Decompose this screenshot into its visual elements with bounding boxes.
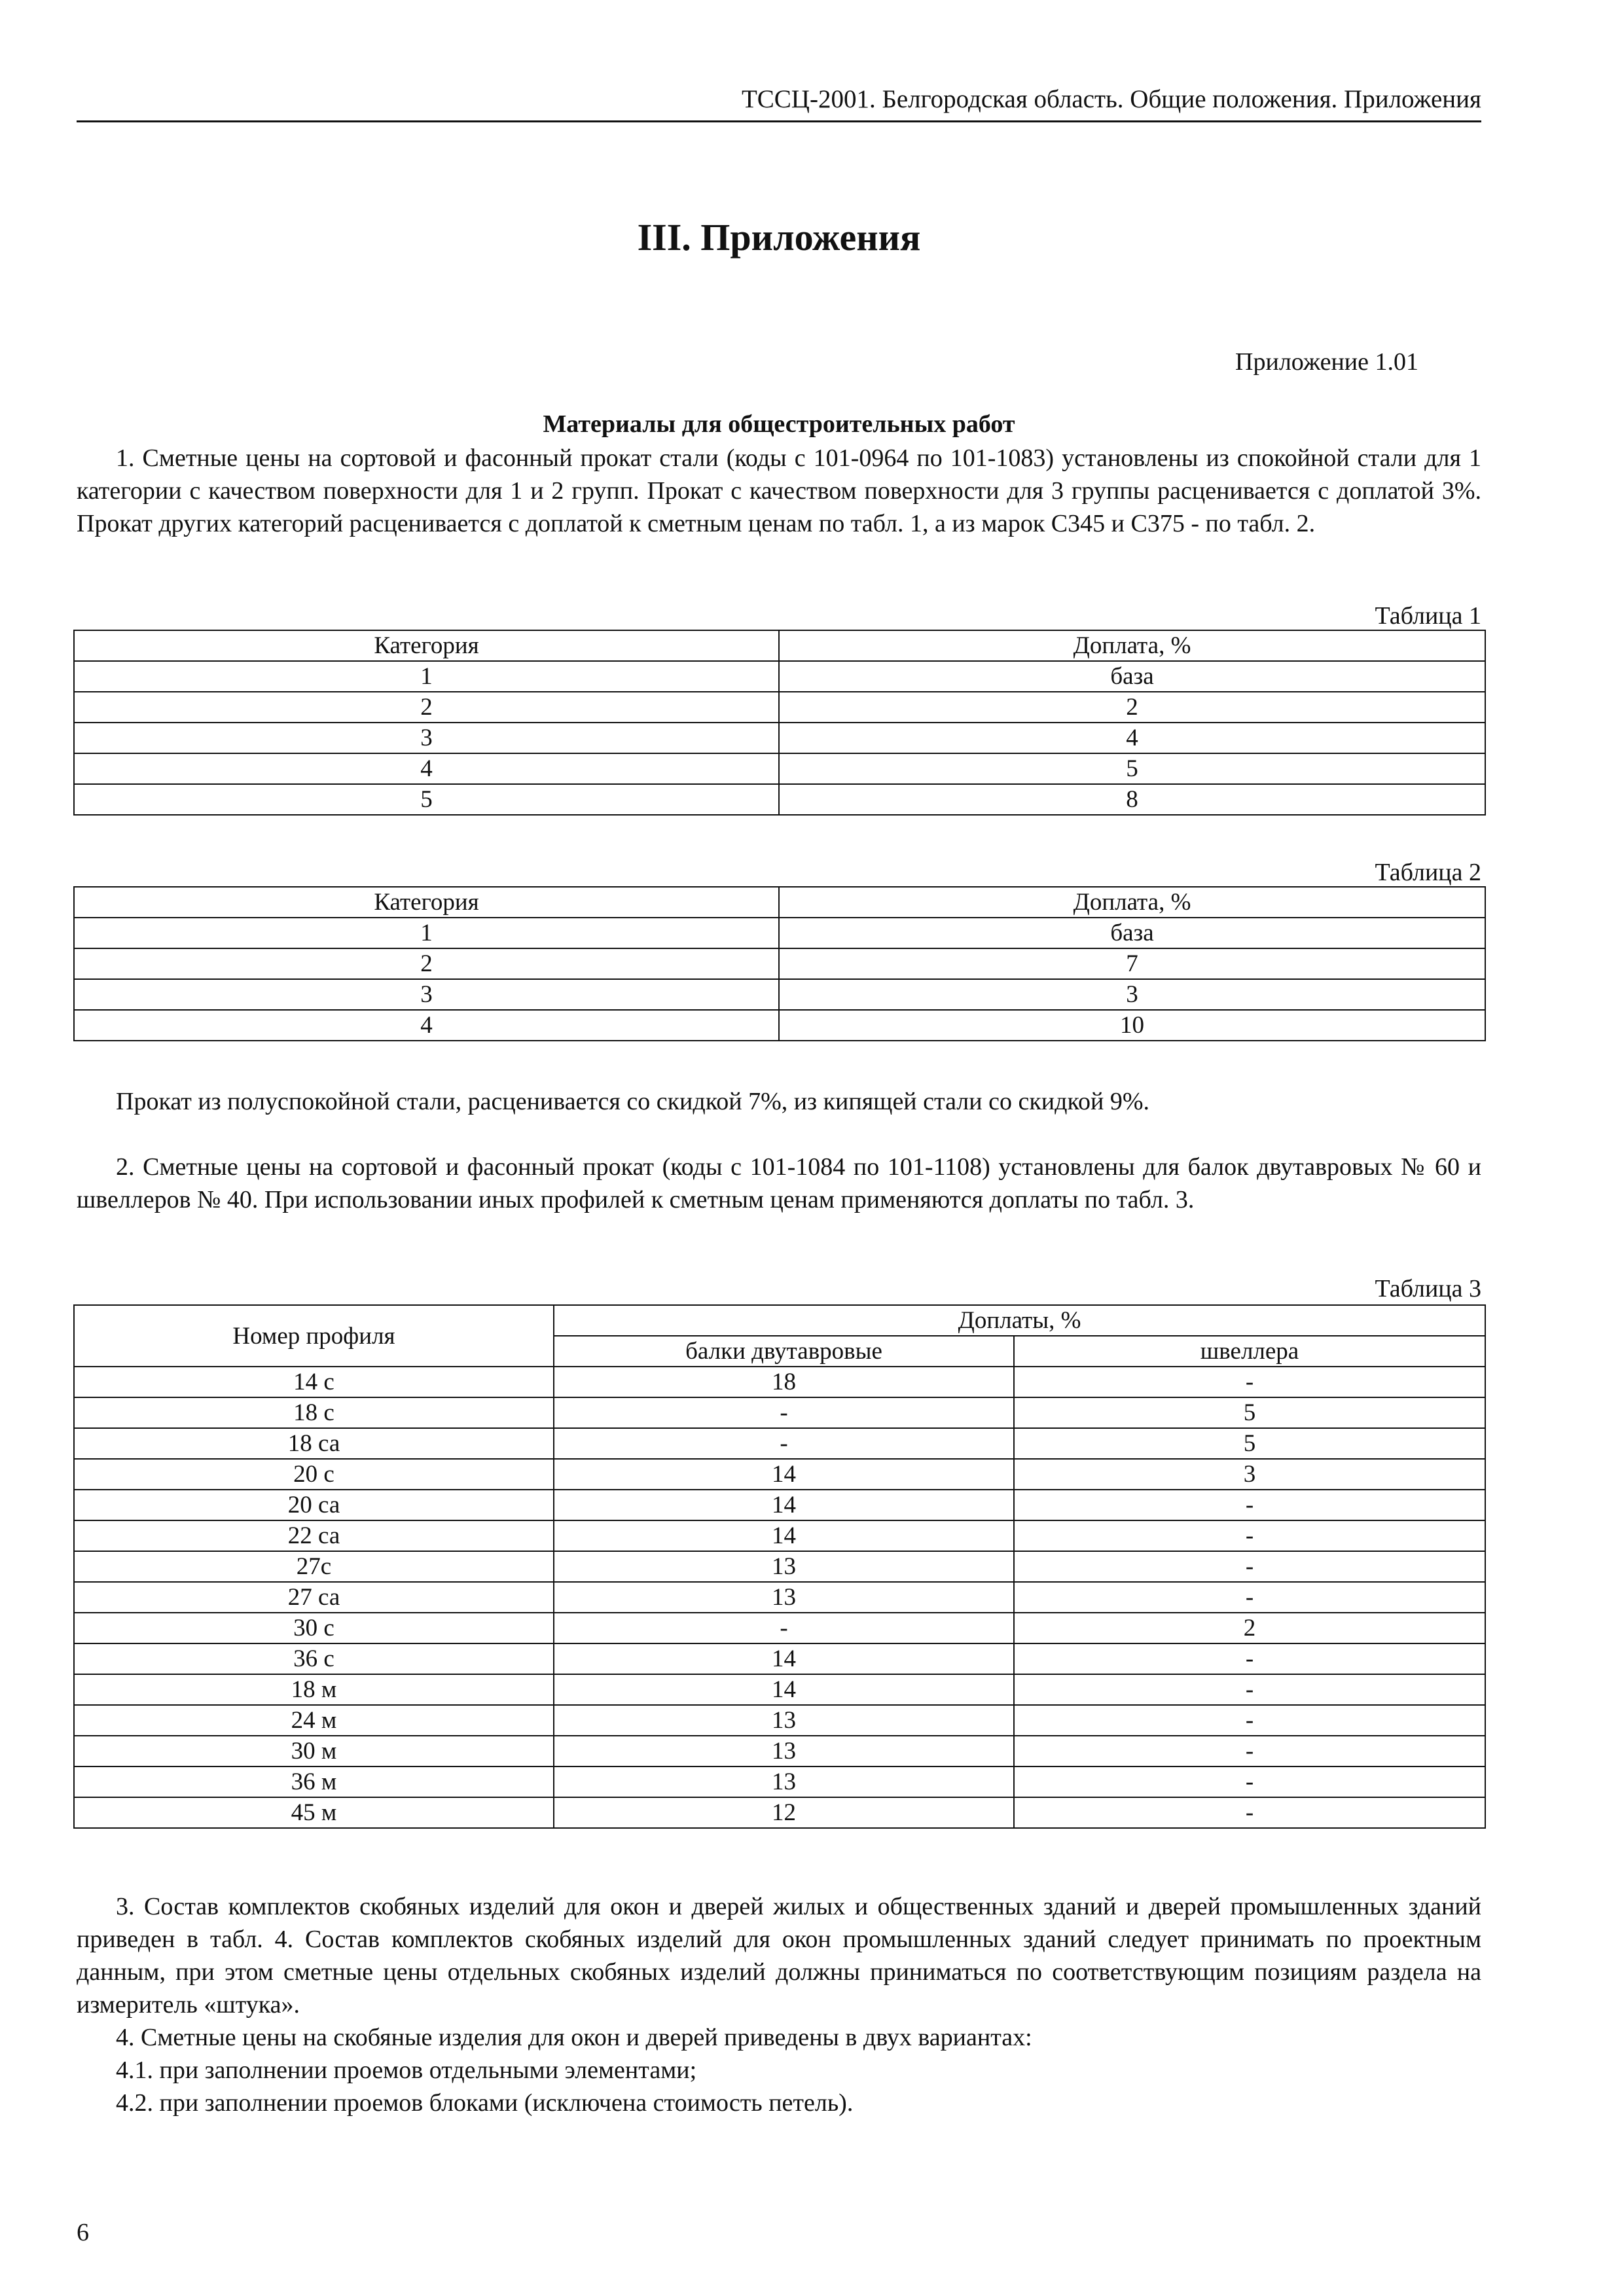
table-row [74,918,1485,948]
page-title: III. Приложения [637,216,921,259]
table-cell: 20 са [74,1490,554,1520]
table-cell: 5 [1014,1397,1485,1428]
table-cell: 3 [779,979,1485,1010]
appendix-label: Приложение 1.01 [1235,348,1418,376]
table-cell: - [1014,1705,1485,1736]
table-row [74,1551,1485,1582]
table-cell: 14 [554,1520,1014,1551]
table-cell: 5 [74,784,779,815]
table-cell: 1 [74,918,779,948]
table-cell: - [1014,1551,1485,1582]
table-cell: - [1014,1643,1485,1674]
table-cell: - [1014,1674,1485,1705]
table-3-header-surcharges: Доплаты, % [554,1305,1485,1336]
table-2-header-surcharge: Доплата, % [779,887,1485,918]
table-cell: 13 [554,1582,1014,1613]
table-3-header-beams: балки двутавровые [554,1336,1014,1367]
table-cell: 30 м [74,1736,554,1767]
table-row [74,979,1485,1010]
table-cell: 18 с [74,1397,554,1428]
table-row [74,1428,1485,1459]
table-row [74,1613,1485,1643]
paragraph-1: 1. Сметные цены на сортовой и фасонный прокат стали (коды с 101-0964 по 101-1083) установлены из спокойной стали для 1 категории с качеством поверхности для 1 и 2 групп. Прокат с качеством поверхности для 3 группы расценивается с доплатой 3%. Прокат других категорий расценивается с доплатой к сметным ценам по табл. 1, а из марок С345 и С375 - по табл. 2. [77,444,1481,537]
table-row [74,1520,1485,1551]
table-3-caption: Таблица 3 [1375,1275,1481,1302]
table-row [74,692,1485,723]
table-cell: 7 [779,948,1485,979]
table-3 [73,1304,1486,1829]
table-cell: - [1014,1797,1485,1828]
table-cell: 3 [74,723,779,753]
table-row [74,1767,1485,1797]
table-row [74,1674,1485,1705]
paragraph-4-2: 4.2. при заполнении проемов блоками (исключена стоимость петель). [116,2089,854,2117]
table-2-header-category: Категория [74,887,779,918]
table-cell: 36 с [74,1643,554,1674]
section-heading: Материалы для общестроительных работ [543,410,1015,438]
table-row [74,1010,1485,1041]
table-row [74,1643,1485,1674]
table-cell: 8 [779,784,1485,815]
paragraph-semikilled-steel: Прокат из полуспокойной стали, расценивается со скидкой 7%, из кипящей стали со скидкой 9%. [116,1088,1149,1115]
table-cell: 14 с [74,1367,554,1397]
table-3-header-profile: Номер профиля [74,1305,554,1367]
table-cell: 2 [1014,1613,1485,1643]
paragraph-4-1: 4.1. при заполнении проемов отдельными элементами; [116,2056,697,2084]
table-cell: 22 са [74,1520,554,1551]
table-3-header-channels: швеллера [1014,1336,1485,1367]
table-row [74,1705,1485,1736]
table-cell: 4 [779,723,1485,753]
table-cell: - [1014,1767,1485,1797]
table-1-caption: Таблица 1 [1375,602,1481,630]
table-cell: 2 [74,692,779,723]
table-row [74,948,1485,979]
table-cell: 4 [74,1010,779,1041]
table-cell: 13 [554,1551,1014,1582]
table-cell: 36 м [74,1767,554,1797]
table-cell: 5 [779,753,1485,784]
table-row [74,1490,1485,1520]
table-2-header-row [74,887,1485,918]
table-2-caption: Таблица 2 [1375,859,1481,886]
table-cell: 20 с [74,1459,554,1490]
paragraph-4: 4. Сметные цены на скобяные изделия для окон и дверей приведены в двух вариантах: [116,2024,1032,2051]
table-cell: 13 [554,1705,1014,1736]
table-cell: 14 [554,1643,1014,1674]
table-1-header-surcharge: Доплата, % [779,630,1485,661]
table-row [74,1797,1485,1828]
table-2 [73,886,1486,1041]
table-row [74,753,1485,784]
paragraph-3: 3. Состав комплектов скобяных изделий для окон и дверей жилых и общественных зданий и дверей промышленных зданий приведен в табл. 4. Состав комплектов скобяных изделий для окон промышленных зданий следует принимать по проектным данным, при этом сметные цены отдельных скобяных изделий должны приниматься по соответствующим позициям раздела на измеритель «штука». [77,1893,1481,2018]
table-row [74,1397,1485,1428]
table-3-header-row [74,1305,1485,1336]
table-cell: 1 [74,661,779,692]
table-1 [73,630,1486,816]
page-number: 6 [77,2219,89,2246]
table-row [74,1459,1485,1490]
table-row [74,784,1485,815]
table-cell: - [1014,1367,1485,1397]
table-cell: база [779,918,1485,948]
table-cell: - [1014,1490,1485,1520]
table-cell: - [1014,1520,1485,1551]
table-cell: 13 [554,1767,1014,1797]
table-cell: 14 [554,1674,1014,1705]
table-cell: 4 [74,753,779,784]
table-cell: - [554,1613,1014,1643]
table-cell: 24 м [74,1705,554,1736]
table-cell: 3 [1014,1459,1485,1490]
table-cell: - [554,1428,1014,1459]
table-1-header-category: Категория [74,630,779,661]
table-cell: 45 м [74,1797,554,1828]
table-cell: 12 [554,1797,1014,1828]
table-row [74,661,1485,692]
table-cell: 18 м [74,1674,554,1705]
table-cell: база [779,661,1485,692]
table-cell: 27 са [74,1582,554,1613]
table-cell: 3 [74,979,779,1010]
table-cell: 2 [779,692,1485,723]
table-cell: - [554,1397,1014,1428]
table-cell: 2 [74,948,779,979]
table-row [74,1367,1485,1397]
table-cell: 14 [554,1459,1014,1490]
table-1-header-row [74,630,1485,661]
table-cell: 27с [74,1551,554,1582]
running-header: ТССЦ-2001. Белгородская область. Общие положения. Приложения [77,84,1481,122]
table-row [74,1736,1485,1767]
paragraph-2: 2. Сметные цены на сортовой и фасонный прокат (коды с 101-1084 по 101-1108) установлены для балок двутавровых № 60 и швеллеров № 40. При использовании иных профилей к сметным ценам применяются доплаты по табл. 3. [77,1153,1481,1213]
table-cell: 18 [554,1367,1014,1397]
table-row [74,1582,1485,1613]
table-cell: 18 са [74,1428,554,1459]
table-cell: 10 [779,1010,1485,1041]
table-row [74,723,1485,753]
table-cell: - [1014,1736,1485,1767]
table-cell: 30 с [74,1613,554,1643]
table-cell: - [1014,1582,1485,1613]
table-cell: 5 [1014,1428,1485,1459]
table-cell: 14 [554,1490,1014,1520]
table-cell: 13 [554,1736,1014,1767]
